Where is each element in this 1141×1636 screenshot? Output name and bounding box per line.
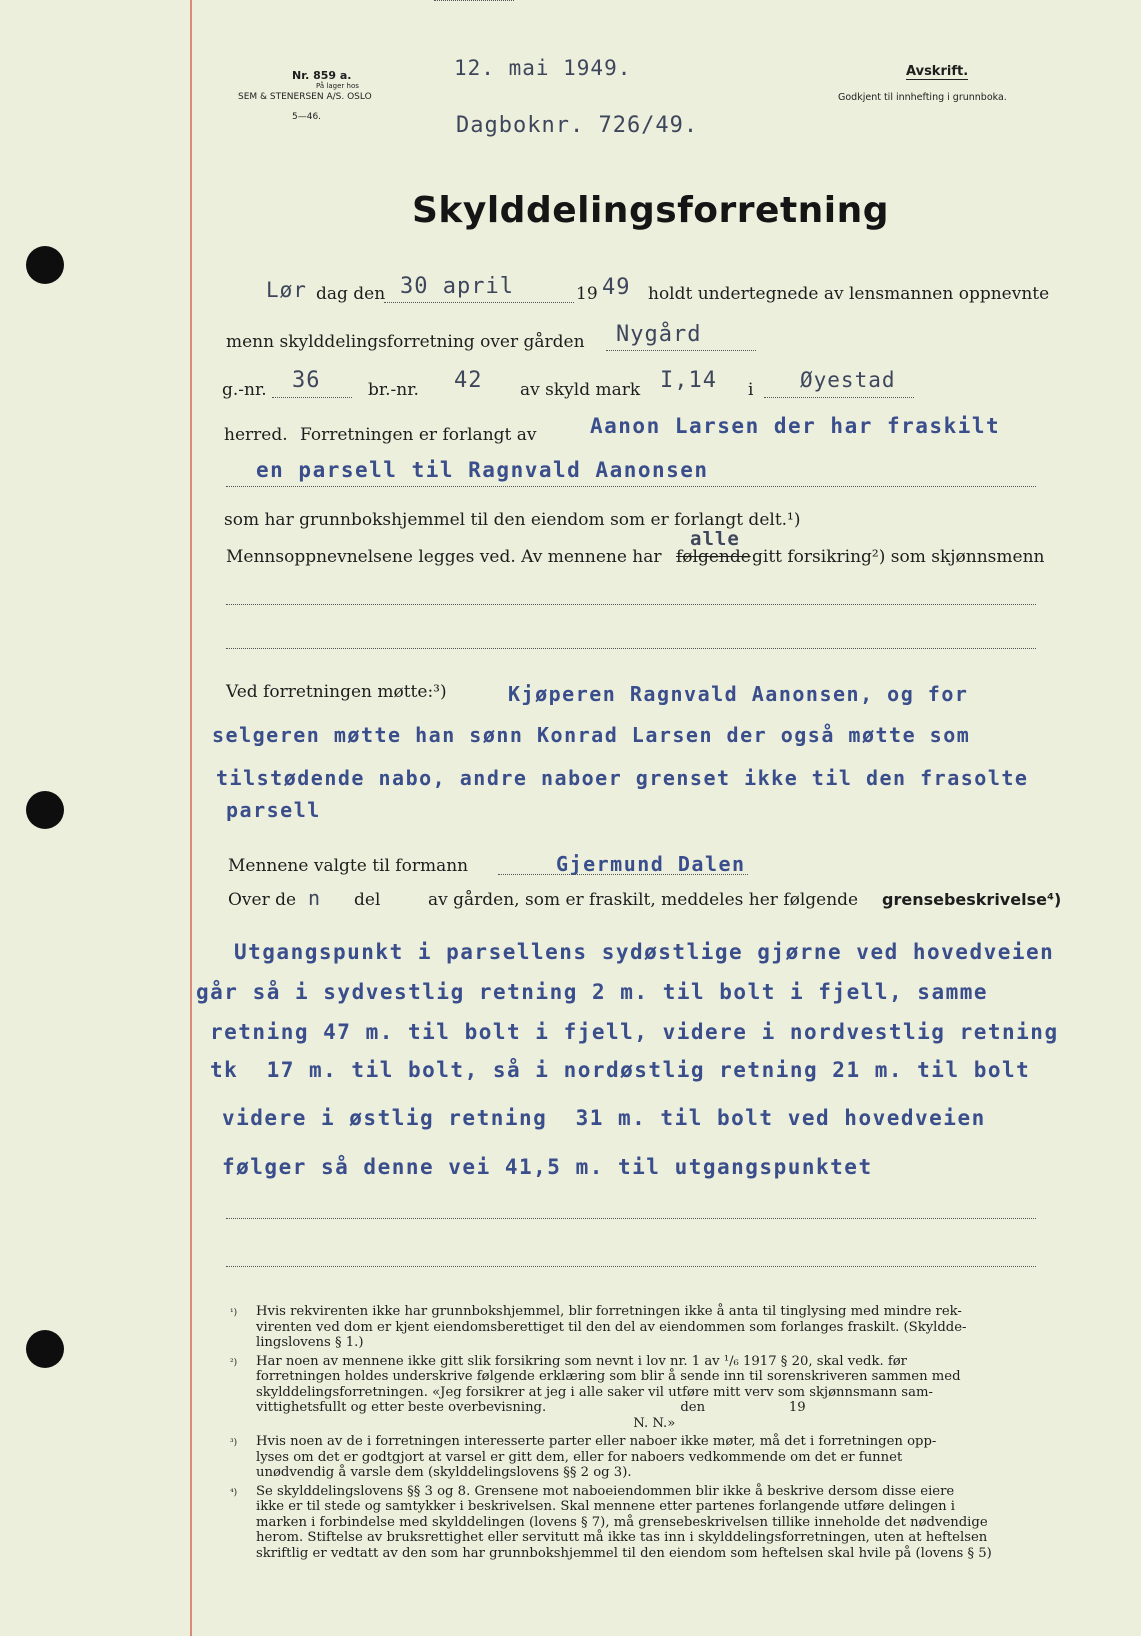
footnote-4-line-2: ikke er til stede og samtykker i beskrivelsen. Skal mennene etter partenes forlangende utføre delingen i — [256, 1499, 956, 1514]
footnote-3-line-3: unødvendig å varsle dem (skylddelingslovens §§ 2 og 3). — [256, 1465, 632, 1480]
boundary-intro-bold: grensebeskrivelse⁴) — [882, 890, 1062, 909]
margin-rule — [190, 0, 192, 1636]
footnote-3-mark: ³) — [230, 1438, 238, 1448]
date-stamp: 12. mai 1949. — [454, 56, 632, 80]
attended-label: Ved forretningen møtte:³) — [226, 682, 447, 702]
oath-dotted-line-2 — [226, 648, 1036, 649]
footnote-3 — [226, 1434, 1048, 1481]
footnote-4-line-4: herom. Stiftelse av bruksrettighet eller servitutt må ikke tas inn i skylddelingsforretningen, uten at heftelsen — [256, 1530, 988, 1545]
oath-text-b: gitt forsikring²) som skjønnsmenn — [752, 547, 1045, 567]
date-day-month: 30 april — [400, 274, 514, 299]
skyld-value: I,14 — [660, 368, 717, 393]
footnote-1-line-3: lingslovens § 1.) — [256, 1335, 364, 1350]
footnote-2-line-5: N. N.» — [256, 1415, 676, 1431]
attended-line-1: Kjøperen Ragnvald Aanonsen, og for — [508, 682, 969, 706]
attended-line-4: parsell — [226, 798, 321, 822]
boundary-line-2: går så i sydvestlig retning 2 m. til bolt i fjell, samme — [196, 980, 989, 1004]
footnote-2 — [226, 1354, 1048, 1432]
boundary-dotted-line-1 — [226, 1218, 1036, 1219]
footnote-2-line-1: Har noen av mennene ikke gitt slik forsikring som nevnt i lov nr. 1 av ¹/₆ 1917 § 20, skal vedk. før — [256, 1353, 907, 1369]
publisher-line-3: 5—46. — [292, 112, 322, 122]
skyld-label: av skyld mark — [520, 380, 641, 400]
footnote-4-line-3: marken i forbindelse med skylddelingen (lovens § 7), må grensebeskrivelsen tillike inneholde det nødvendige — [256, 1514, 988, 1530]
boundary-intro-n: n — [308, 886, 322, 910]
footnote-3-line-2: lyses om det er godtgjort at varsel er gitt dem, eller for naboers vedkommende om det er funnet — [256, 1449, 903, 1465]
binder-hole-middle — [26, 791, 64, 829]
year-suffix: 49 — [602, 275, 631, 300]
boundary-intro-c: av gården, som er fraskilt, meddeles her følgende — [428, 890, 859, 910]
boundary-intro-a: Over de — [228, 890, 297, 910]
page-title: Skylddelingsforretning — [412, 190, 890, 231]
approval-note: Godkjent til innhefting i grunnboka. — [838, 92, 1007, 103]
herred-label: herred. — [224, 425, 288, 445]
oath-inserted-word: alle — [690, 528, 740, 550]
oath-text-a: Mennsoppnevnelsene legges ved. Av mennene har — [226, 547, 662, 567]
boundary-line-5: videre i østlig retning 31 m. til bolt ved hovedveien — [222, 1106, 986, 1130]
form-number: Nr. 859 a. — [292, 69, 352, 82]
publisher-line-2: SEM & STENERSEN A/S. OSLO — [238, 92, 372, 102]
footnote-4-line-1: Se skylddelingslovens §§ 3 og 8. Grensene mot naboeiendommen blir ikke å beskrive dersom disse eiere — [256, 1483, 955, 1499]
footnotes — [226, 1304, 1048, 1561]
oath-dotted-line-1 — [226, 604, 1036, 605]
boundary-dotted-line-2 — [226, 1266, 1036, 1267]
attended-line-3: tilstødende nabo, andre naboer grenset ikke til den frasolte — [216, 766, 1029, 790]
brnr-value: 42 — [454, 368, 483, 393]
boundary-line-6: følger så denne vei 41,5 m. til utgangspunktet — [222, 1155, 873, 1179]
weekday: Lør — [266, 278, 307, 302]
intro-text: holdt undertegnede av lensmannen oppnevnte — [648, 284, 1050, 304]
requested-label: Forretningen er forlangt av — [300, 425, 537, 445]
footnote-2-line-4: vittighetsfullt og etter beste overbevisning. den 19 — [256, 1400, 806, 1415]
farm-label: menn skylddelingsforretning over gården — [226, 332, 585, 352]
boundary-intro-b: del — [354, 890, 381, 910]
requested-by-line-2: en parsell til Ragnvald Aanonsen — [256, 458, 709, 482]
year-prefix: 19 — [576, 284, 598, 304]
brnr-label: br.-nr. — [368, 380, 419, 400]
boundary-line-1: Utgangspunkt i parsellens sydøstlige gjørne ved hovedveien — [234, 940, 1055, 964]
footnote-2-line-3: skylddelingsforretningen. «Jeg forsikrer at jeg i alle saker vil utføre mitt verv som skjønnsmann sam- — [256, 1384, 933, 1400]
copy-label: Avskrift. — [906, 64, 969, 79]
requested-dotted-line — [226, 486, 1036, 487]
gnr-dotted-line — [272, 397, 352, 398]
footnote-4 — [226, 1484, 1048, 1562]
gnr-label: g.-nr. — [222, 380, 267, 400]
chairman-name: Gjermund Dalen — [556, 852, 746, 876]
oath-struck-word: følgende — [676, 547, 751, 567]
footnote-1-mark: ¹) — [230, 1308, 238, 1318]
requested-by-line-1: Aanon Larsen der har fraskilt — [590, 414, 1001, 438]
footnote-1-line-1: Hvis rekvirenten ikke har grunnbokshjemmel, blir forretningen ikke å anta til tinglysing med mindre rek- — [256, 1304, 962, 1319]
municipality-dotted-line — [764, 397, 914, 398]
boundary-line-3: retning 47 m. til bolt i fjell, videre i nordvestlig retning — [210, 1020, 1059, 1044]
farm-dotted-line — [606, 350, 756, 351]
chairman-dotted-line — [498, 874, 748, 875]
publisher-line-1: På lager hos — [316, 82, 359, 90]
gnr-value: 36 — [292, 368, 321, 393]
day-label: dag den — [316, 284, 386, 304]
chairman-label: Mennene valgte til formann — [228, 856, 469, 876]
form-number-block — [238, 69, 372, 123]
footnote-2-mark: ²) — [230, 1357, 238, 1368]
footnote-2-line-2: forretningen holdes underskrive følgende erklæring som blir å sende inn til sorenskriveren sammen med — [256, 1369, 961, 1384]
footnote-4-mark: ⁴) — [230, 1487, 238, 1498]
municipality: Øyestad — [800, 368, 896, 392]
farm-name: Nygård — [616, 322, 702, 347]
journal-number: Dagboknr. 726/49. — [456, 113, 699, 138]
binder-hole-top — [26, 246, 64, 284]
hjemmel-text: som har grunnbokshjemmel til den eiendom som er forlangt delt.¹) — [224, 510, 801, 530]
footnote-3-line-1: Hvis noen av de i forretningen interesserte parter eller naboer ikke møter, må det i forretningen opp- — [256, 1434, 937, 1449]
boundary-line-4: tk 17 m. til bolt, så i nordøstlig retning 21 m. til bolt — [210, 1058, 1031, 1082]
footnote-1-line-2: virenten ved dom er kjent eiendomsberettiget til den del av eiendommen som forlanges fraskilt. (Skyldde- — [256, 1319, 967, 1335]
attended-line-2: selgeren møtte han sønn Konrad Larsen der også møtte som — [212, 723, 971, 747]
binder-hole-bottom — [26, 1330, 64, 1368]
date-dotted-line — [384, 302, 574, 303]
municipality-i-label: i — [748, 380, 754, 400]
brnr-dotted-line — [434, 0, 514, 1]
footnote-4-line-5: skriftlig er vedtatt av den som har grunnbokshjemmel til den eiendom som heftelsen skal hvile på (lovens § 5) — [256, 1545, 992, 1561]
footnote-1 — [226, 1304, 1048, 1351]
